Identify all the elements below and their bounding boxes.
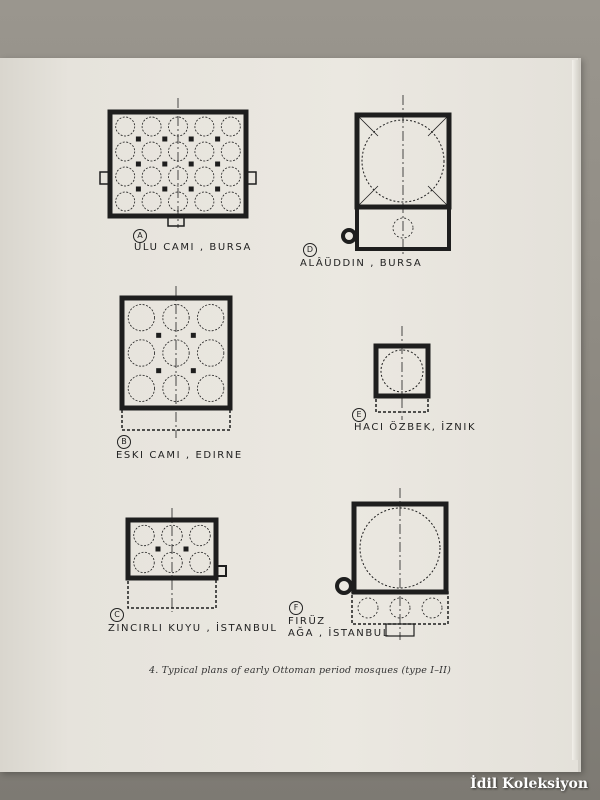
pier bbox=[156, 368, 161, 373]
dome-circle bbox=[221, 142, 240, 161]
dome-circle bbox=[197, 304, 223, 330]
plan-label-f-line2: AĞA , İSTANBUL bbox=[288, 628, 390, 639]
pier bbox=[162, 162, 167, 167]
dome-circle bbox=[116, 142, 135, 161]
plan-eski-cami bbox=[122, 286, 230, 438]
plan-label-e: HACI ÖZBEK, İZNIK bbox=[354, 422, 477, 433]
dome-circle bbox=[142, 167, 161, 186]
pier bbox=[189, 137, 194, 142]
pier bbox=[136, 187, 141, 192]
pier bbox=[215, 162, 220, 167]
dome-circle bbox=[195, 167, 214, 186]
dome-circle bbox=[221, 167, 240, 186]
pier bbox=[189, 162, 194, 167]
watermark: İdil Koleksiyon bbox=[470, 776, 588, 792]
plan-alauddin bbox=[343, 95, 449, 255]
plan-letter-f: F bbox=[289, 601, 303, 615]
plan-label-f-line1: FIRÜZ bbox=[288, 616, 326, 627]
figure-caption: 4. Typical plans of early Ottoman period mosques (type I–II) bbox=[149, 665, 451, 676]
dome-circle bbox=[128, 340, 154, 366]
plan-ulu-cami bbox=[100, 98, 256, 228]
plan-letter-c: C bbox=[110, 608, 124, 622]
pier bbox=[191, 333, 196, 338]
plan-label-a: ULU CAMI , BURSA bbox=[134, 242, 252, 253]
dome-circle bbox=[116, 117, 135, 136]
plan-letter-d: D bbox=[303, 243, 317, 257]
plan-letter-e: E bbox=[352, 408, 366, 422]
plan-haci-ozbek bbox=[376, 326, 428, 420]
dome-circle bbox=[128, 375, 154, 401]
pier bbox=[215, 187, 220, 192]
dome-circle bbox=[142, 192, 161, 211]
pier bbox=[156, 547, 161, 552]
dome-circle bbox=[142, 117, 161, 136]
dome-circle bbox=[195, 117, 214, 136]
pier bbox=[189, 187, 194, 192]
plan-label-b: ESKI CAMI , EDIRNE bbox=[116, 450, 243, 461]
dome-circle bbox=[197, 375, 223, 401]
dome-circle bbox=[195, 142, 214, 161]
dome-circle bbox=[190, 552, 211, 573]
dome-circle bbox=[116, 167, 135, 186]
dome-circle bbox=[195, 192, 214, 211]
dome-circle bbox=[221, 192, 240, 211]
dome-circle bbox=[142, 142, 161, 161]
pier bbox=[215, 137, 220, 142]
plan-firuz-aga bbox=[337, 488, 448, 640]
dome-circle bbox=[134, 552, 155, 573]
plan-label-c: ZINCIRLI KUYU , İSTANBUL bbox=[108, 623, 278, 634]
dome-circle bbox=[116, 192, 135, 211]
plan-letter-a: A bbox=[133, 229, 147, 243]
pier bbox=[136, 162, 141, 167]
plan-zincirli-kuyu bbox=[128, 508, 226, 612]
pier bbox=[156, 333, 161, 338]
pier bbox=[191, 368, 196, 373]
dome-circle bbox=[221, 117, 240, 136]
dome-circle bbox=[197, 340, 223, 366]
pier bbox=[162, 187, 167, 192]
dome-circle bbox=[190, 525, 211, 546]
pier bbox=[162, 137, 167, 142]
pier bbox=[184, 547, 189, 552]
dome-circle bbox=[128, 304, 154, 330]
pier bbox=[136, 137, 141, 142]
plan-label-d: ALÂÜDDIN , BURSA bbox=[300, 258, 423, 269]
plan-letter-b: B bbox=[117, 435, 131, 449]
dome-circle bbox=[134, 525, 155, 546]
